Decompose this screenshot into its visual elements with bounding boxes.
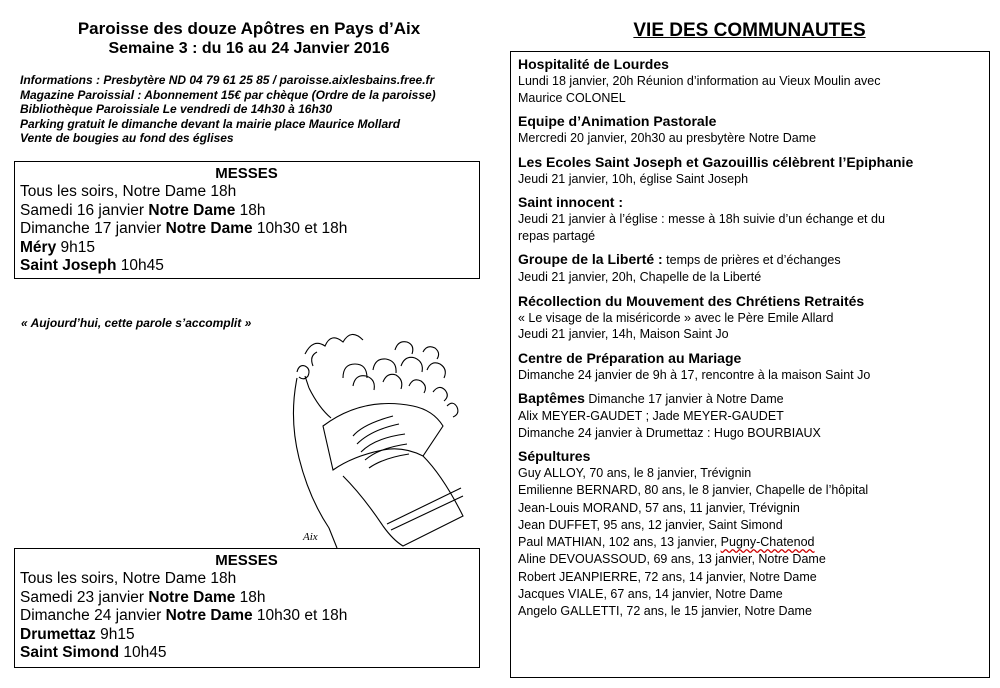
mass-line: Saint Simond 10h45	[20, 644, 167, 661]
funeral-line: Jean-Louis MORAND, 57 ans, 11 janvier, Trévignin	[518, 500, 800, 515]
messes-title: MESSES	[215, 552, 278, 569]
section-title: Baptêmes Dimanche 17 janvier à Notre Dame	[518, 390, 784, 406]
section-liberte	[518, 250, 981, 286]
section-sepultures	[518, 447, 981, 621]
info-line: Bibliothèque Paroissiale Le vendredi de 14h30 à 16h30	[20, 102, 333, 116]
mass-line: Saint Joseph 10h45	[20, 257, 164, 274]
messes-box-week-2	[14, 548, 480, 668]
section-line: Jeudi 21 janvier à l’église : messe à 18h suivie d’un échange et du	[518, 212, 885, 226]
section-line: Dimanche 24 janvier à Drumettaz : Hugo BOURBIAUX	[518, 425, 821, 440]
mass-line: Méry 9h15	[20, 238, 95, 256]
section-saint-innocent	[518, 193, 981, 244]
section-line: Dimanche 24 janvier de 9h à 17, rencontre à la maison Saint Jo	[518, 367, 871, 382]
section-title: Sépultures	[518, 448, 591, 464]
spellcheck-underlined-word: Pugny-Chatenod	[720, 535, 815, 550]
section-eap	[518, 112, 981, 147]
section-baptemes	[518, 389, 981, 441]
funeral-line: Jean DUFFET, 95 ans, 12 janvier, Saint Simond	[518, 517, 783, 532]
mass-line: Tous les soirs, Notre Dame 18h	[20, 183, 237, 200]
mass-line: Samedi 16 janvier Notre Dame 18h	[20, 201, 266, 219]
community-life-box	[510, 51, 990, 678]
info-block	[20, 73, 484, 146]
section-title: Groupe de la Liberté : temps de prières et d’échanges	[518, 251, 841, 267]
section-title: Récollection du Mouvement des Chrétiens Retraités	[518, 292, 865, 309]
section-title: Hospitalité de Lourdes	[518, 56, 669, 72]
parish-header	[14, 18, 484, 146]
section-line: Lundi 18 janvier, 20h Réunion d’information au Vieux Moulin avec	[518, 74, 881, 88]
section-title: Saint innocent :	[518, 194, 623, 210]
funeral-line: Emilienne BERNARD, 80 ans, le 8 janvier, Chapelle de l’hôpital	[518, 483, 869, 498]
gospel-quote: « Aujourd’hui, cette parole s’accomplit »	[21, 316, 252, 330]
section-title: Centre de Préparation au Mariage	[518, 349, 742, 366]
funeral-line: Guy ALLOY, 70 ans, le 8 janvier, Trévignin	[518, 466, 752, 480]
section-mcr	[518, 292, 981, 343]
section-title: Equipe d’Animation Pastorale	[518, 113, 717, 129]
section-line: Maurice COLONEL	[518, 90, 626, 105]
section-line: Jeudi 21 janvier, 10h, église Saint Joseph	[518, 171, 749, 186]
community-life-heading: VIE DES COMMUNAUTES	[633, 20, 866, 41]
section-mariage	[518, 349, 981, 384]
info-line: Parking gratuit le dimanche devant la mairie place Maurice Mollard	[20, 116, 401, 131]
illustration-signature: Aix	[303, 531, 318, 543]
parish-title: Paroisse des douze Apôtres en Pays d’Aix	[77, 19, 421, 38]
section-line: « Le visage de la miséricorde » avec le Père Emile Allard	[518, 310, 834, 325]
funeral-line: Aline DEVOUASSOUD, 69 ans, 13 janvier, Notre Dame	[518, 552, 826, 567]
info-line: Magazine Paroissial : Abonnement 15€ par chèque (Ordre de la paroisse)	[20, 87, 436, 102]
mass-line: Drumettaz 9h15	[20, 625, 135, 643]
section-title: Les Ecoles Saint Joseph et Gazouillis célèbrent l’Epiphanie	[518, 153, 914, 170]
funeral-line: Jacques VIALE, 67 ans, 14 janvier, Notre Dame	[518, 587, 783, 602]
mass-line: Tous les soirs, Notre Dame 18h	[20, 570, 237, 587]
section-line: Jeudi 21 janvier, 20h, Chapelle de la Liberté	[518, 270, 762, 284]
reading-book-illustration	[283, 326, 483, 551]
messes-title: MESSES	[215, 165, 278, 182]
section-line: Alix MEYER-GAUDET ; Jade MEYER-GAUDET	[518, 409, 784, 423]
section-lourdes	[518, 55, 981, 106]
section-line: Jeudi 21 janvier, 14h, Maison Saint Jo	[518, 327, 729, 341]
week-title: Semaine 3 : du 16 au 24 Janvier 2016	[108, 40, 390, 57]
mass-line: Samedi 23 janvier Notre Dame 18h	[20, 588, 266, 606]
mass-line: Dimanche 17 janvier Notre Dame 10h30 et 18h	[20, 220, 348, 237]
funeral-line: Angelo GALLETTI, 72 ans, le 15 janvier, Notre Dame	[518, 604, 812, 619]
funeral-line: Paul MATHIAN, 102 ans, 13 janvier, Pugny-Chatenod	[518, 535, 815, 550]
mass-line: Dimanche 24 janvier Notre Dame 10h30 et 18h	[20, 607, 348, 624]
messes-box-week-1	[14, 161, 480, 279]
section-ecoles	[518, 153, 981, 188]
info-line: Vente de bougies au fond des églises	[20, 131, 234, 145]
funeral-line: Robert JEANPIERRE, 72 ans, 14 janvier, Notre Dame	[518, 569, 817, 584]
section-line: repas partagé	[518, 228, 596, 243]
info-line: Informations : Presbytère ND 04 79 61 25 85 / paroisse.aixlesbains.free.fr	[20, 73, 435, 87]
section-line: Mercredi 20 janvier, 20h30 au presbytère Notre Dame	[518, 131, 817, 145]
